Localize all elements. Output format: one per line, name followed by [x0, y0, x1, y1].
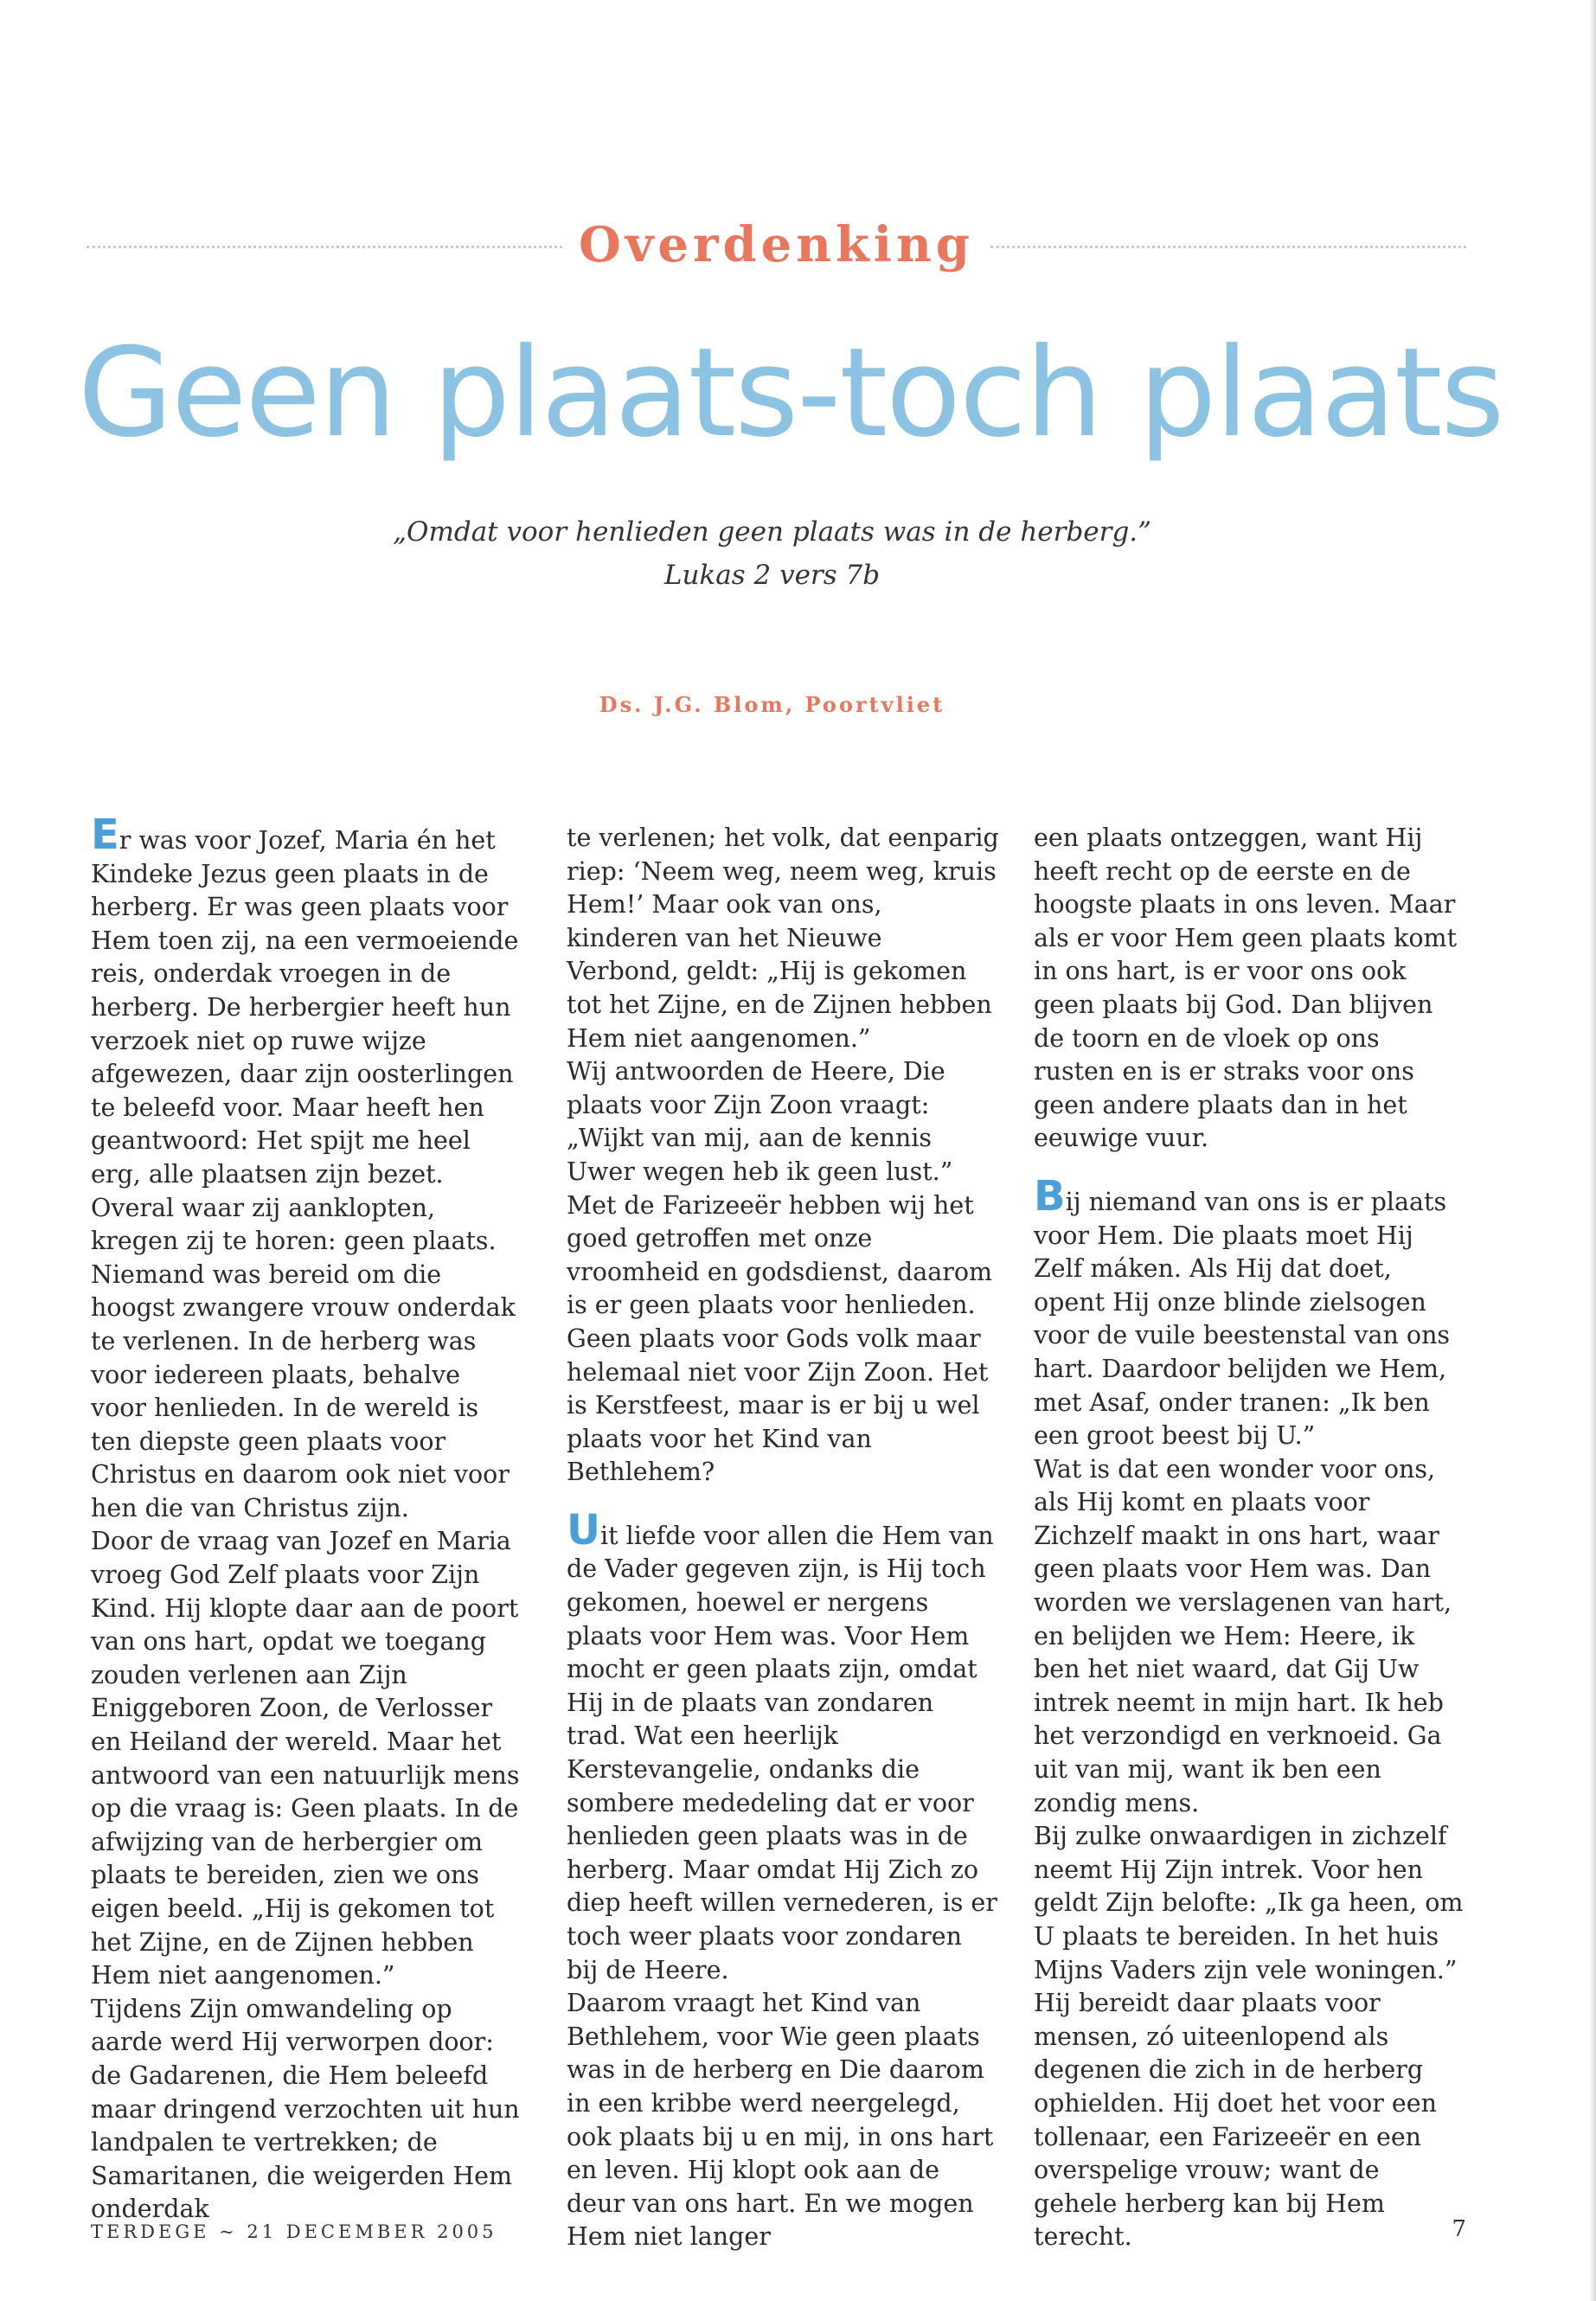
paragraph: te verlenen; het volk, dat eenparig riep: ‘Neem weg, neem weg, kruis Hem!’ Maar ook van ons, kinderen van het Nieuwe Verbond, geldt: „Hij is gekomen tot het Zijne, en de Zijnen hebben Hem niet aangenomen.”	[567, 824, 999, 1053]
column-3	[1034, 822, 1466, 2254]
paragraph	[567, 1505, 999, 1987]
paragraph: een plaats ontzeggen, want Hij heeft recht op de eerste en de hoogste plaats in ons leven. Maar als er voor Hem geen plaats komt in ons hart, is er voor ons ook geen plaats bij God. Dan blijven de toorn en de vloek op ons rusten en is er straks voor ons geen andere plaats dan in het eeuwige vuur.	[1034, 824, 1458, 1153]
dotted-rule-right	[990, 246, 1466, 248]
page-edge-shadow	[1589, 0, 1596, 2301]
drop-cap: U	[567, 1505, 600, 1554]
dotted-rule-left	[87, 246, 562, 248]
column-1	[91, 811, 523, 2227]
epigraph	[260, 510, 1285, 597]
paragraph: Wat is dat een wonder voor ons, als Hij komt en plaats voor Zichzelf maakt in ons hart, waar geen plaats voor Hem was. Dan worden we verslagenen van hart, en belijden we Hem: Heere, ik ben het niet waard, dat Gij Uw intrek neemt in mijn hart. Ik heb het verzondigd en verknoeid. Ga uit van mij, want ik ben een zondig mens.	[1034, 1454, 1452, 1817]
paragraph	[1034, 1171, 1466, 1453]
paragraph: Tijdens Zijn omwandeling op aarde werd Hij verworpen door: de Gadarenen, die Hem beleefd maar dringend verzochten uit hun landpalen te vertrekken; de Samaritanen, die weigerden Hem onderdak	[91, 1994, 520, 2224]
paragraph-text: r was voor Jozef, Maria én het Kindeke Jezus geen plaats in de herberg. Er was geen plaats voor Hem toen zij, na een vermoeiende reis, onderdak vroegen in de herberg. De herbergier heeft hun verzoek niet op ruwe wijze afgewezen, daar zijn oosterlingen te beleefd voor. Maar heeft hen geantwoord: Het spijt me heel erg, alle plaatsen zijn bezet. Overal waar zij aanklopten, kregen zij te horen: geen plaats. Niemand was bereid om die hoogst zwangere vrouw onderdak te verlenen. In de herberg was voor iedereen plaats, behalve voor henlieden. In de wereld is ten diepste geen plaats voor Christus en daarom ook niet voor hen die van Christus zijn.	[91, 826, 519, 1522]
paragraph: Door de vraag van Jozef en Maria vroeg God Zelf plaats voor Zijn Kind. Hij klopte daar aan de poort van ons hart, opdat we toegang zouden verlenen aan Zijn Eniggeboren Zoon, de Verlosser en Heiland der wereld. Maar het antwoord van een natuurlijk mens op die vraag is: Geen plaats. In de afwijzing van de herbergier om plaats te bereiden, zien we ons eigen beeld. „Hij is gekomen tot het Zijne, en de Zijnen hebben Hem niet aangenomen.”	[91, 1527, 520, 1990]
paragraph	[91, 811, 523, 1525]
drop-cap: B	[1034, 1171, 1066, 1221]
article-title: Geen plaats-toch plaats	[78, 322, 1503, 465]
footer-publication: TERDEGE ~ 21 DECEMBER 2005	[91, 2221, 497, 2242]
epigraph-reference: Lukas 2 vers 7b	[663, 560, 881, 591]
epigraph-quote: „Omdat voor henlieden geen plaats was in de herberg.”	[392, 516, 1152, 548]
paragraph: Wij antwoorden de Heere, Die plaats voor Zijn Zoon vraagt: „Wijkt van mij, aan de kennis Uwer wegen heb ik geen lust.” Met de Farizeeër hebben wij het goed getroffen met onze vroomheid en godsdienst, daarom is er geen plaats voor henlieden. Geen plaats voor Gods volk maar helemaal niet voor Zijn Zoon. Het is Kerstfeest, maar is er bij u wel plaats voor het Kind van Bethlehem?	[567, 1057, 993, 1487]
paragraph-text: ij niemand van ons is er plaats voor Hem. Die plaats moet Hij Zelf máken. Als Hij dat doet, opent Hij onze blinde zielsogen voor de vuile beestenstal van ons hart. Daardoor belijden we Hem, met Asaf, onder tranen: „Ik ben een groot beest bij U.”	[1034, 1187, 1451, 1451]
column-2	[567, 822, 999, 2254]
paragraph: Bij zulke onwaardigen in zichzelf neemt Hij Zijn intrek. Voor hen geldt Zijn belofte: „Ik ga heen, om U plaats te bereiden. In het huis Mijns Vaders zijn vele woningen.” Hij bereidt daar plaats voor mensen, zó uiteenlopend als degenen die zich in de herberg ophielden. Hij doet het voor een tollenaar, een Farizeeër en een overspelige vrouw; want de gehele herberg kan bij Hem terecht.	[1034, 1822, 1464, 2252]
section-header	[87, 216, 1466, 285]
page-number: 7	[1452, 2216, 1466, 2242]
paragraph-text: it liefde voor allen die Hem van de Vader gegeven zijn, is Hij toch gekomen, hoewel er nergens plaats voor Hem was. Voor Hem mocht er geen plaats zijn, omdat Hij in de plaats van zondaren trad. Wat een heerlijk Kerstevangelie, ondanks die sombere mededeling dat er voor henlieden geen plaats was in de herberg. Maar omdat Hij Zich zo diep heeft willen vernederen, is er toch weer plaats voor zondaren bij de Heere.	[567, 1521, 997, 1984]
author-byline: Ds. J.G. Blom, Poortvliet	[599, 692, 945, 717]
drop-cap: E	[91, 811, 119, 859]
section-kicker: Overdenking	[579, 216, 974, 273]
paragraph: Daarom vraagt het Kind van Bethlehem, voor Wie geen plaats was in de herberg en Die daarom in een kribbe werd neergelegd, ook plaats bij u en mij, in ons hart en leven. Hij klopt ook aan de deur van ons hart. En we mogen Hem niet langer	[567, 1989, 994, 2252]
